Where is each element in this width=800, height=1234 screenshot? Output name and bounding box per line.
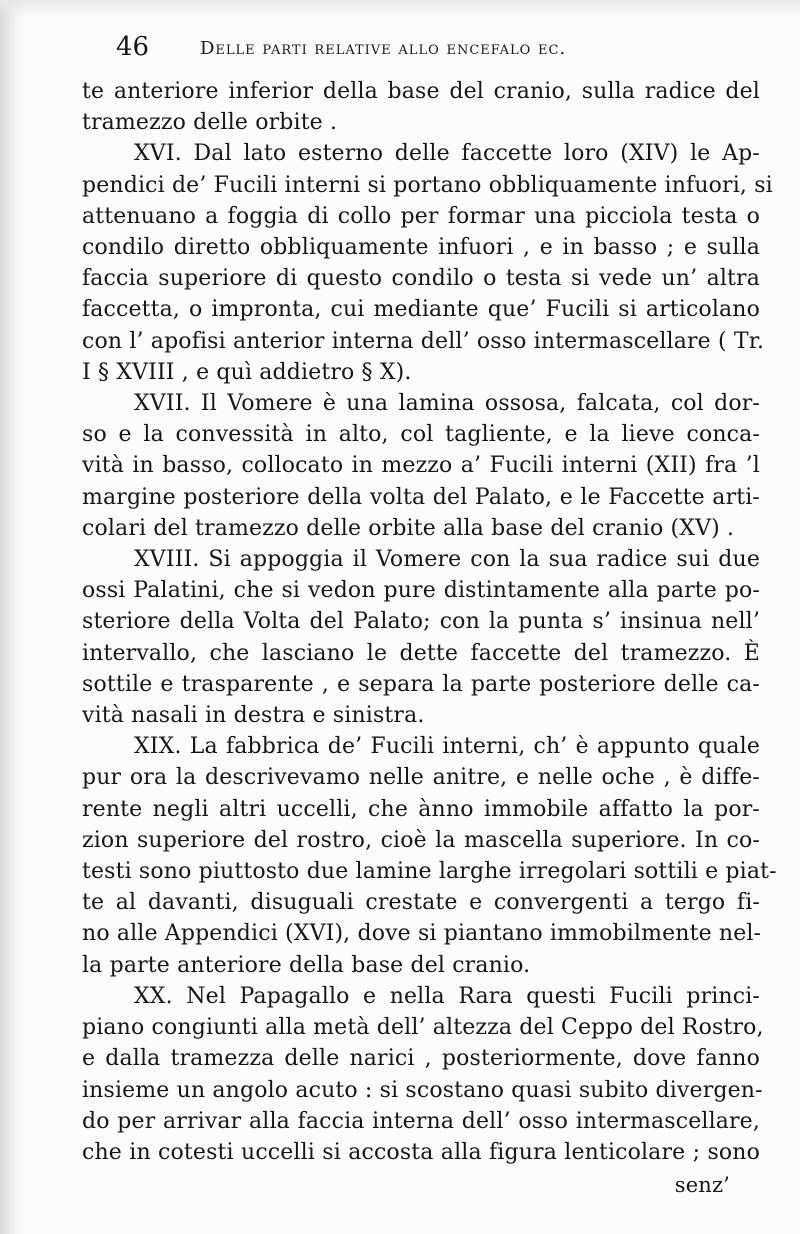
text-line: vità in basso, collocato in mezzo a’ Fucili interni (XII) fra ’l [82,453,760,479]
paragraph-XVII-start: XVII. Il Vomere è una lamina ossosa, falcata, col dor- [134,391,760,417]
text-line: pur ora la descrivevamo nelle anitre, e nelle oche , è diffe- [82,765,760,791]
text-line: insieme un angolo acuto : si scostano quasi subito divergen- [82,1077,763,1103]
text-line: sottile e trasparente , e separa la parte posteriore delle ca- [82,671,760,697]
body-text [82,76,777,1201]
paragraph-XIX-start: XIX. La fabbrica de’ Fucili interni, ch’ è appunto quale [134,734,760,760]
text-line: e dalla tramezza delle narici , posteriormente, dove fanno [82,1046,760,1072]
text-line: faccetta, o impronta, cui mediante que’ Fucili si articolano [82,297,760,323]
text-line: vità nasali in destra e sinistra. [82,703,425,729]
text-line: che in cotesti uccelli si accosta alla figura lenticolare ; sono [82,1139,760,1165]
text-line: la parte anteriore della base del cranio. [82,952,531,978]
text-line: pendici de’ Fucili interni si portano obbliquamente infuori, si [82,172,773,198]
text-line: te al davanti, disuguali crestate e convergenti a tergo fi- [82,890,760,916]
running-title: Delle parti relative allo encefalo ec. [200,38,567,59]
text-line: con l’ apofisi anterior interna dell’ osso intermascellare ( Tr. [82,328,765,354]
text-line: so e la convessità in alto, col tagliente, e la lieve conca- [82,422,760,448]
text-line: I § XVIII , e quì addietro § X). [82,359,412,385]
text-line: tramezzo delle orbite . [82,110,338,136]
text-line: no alle Appendici (XVI), dove si piantano immobilmente nel- [82,921,762,947]
text-line: faccia superiore di questo condilo o testa si vede un’ altra [82,266,760,292]
text-line: colari del tramezzo delle orbite alla base del cranio (XV) . [82,515,735,541]
text-line: intervallo, che lasciano le dette faccette del tramezzo. È [82,640,760,666]
text-line: piano congiunti alla metà dell’ altezza del Ceppo del Rostro, [82,1015,764,1041]
running-head [82,30,760,76]
page-number: 46 [116,32,150,62]
text-line: testi sono piuttosto due lamine larghe irregolari sottili e piat- [82,859,777,885]
text-line: attenuano a foggia di collo per formar una picciola testa o [82,203,760,229]
paragraph-XX-start: XX. Nel Papagallo e nella Rara questi Fucili princi- [134,983,760,1009]
text-line: zion superiore del rostro, cioè la mascella superiore. In co- [82,827,760,853]
text-line: te anteriore inferior della base del cranio, sulla radice del [82,79,760,104]
text-line: steriore della Volta del Palato; con la punta s’ insinua nell’ [82,609,760,635]
paragraph-XVI-start: XVI. Dal lato esterno delle faccette loro (XIV) le Ap- [134,141,760,167]
text-line: ossi Palatini, che si vedon pure distintamente alla parte po- [82,578,760,604]
text-line: margine posteriore della volta del Palato, e le Faccette arti- [82,484,760,510]
catchword: senz’ [674,1173,730,1198]
paragraph-XVIII-start: XVIII. Si appoggia il Vomere con la sua radice sui due [134,547,760,573]
text-line: condilo diretto obbliquamente infuori , e in basso ; e sulla [82,235,760,261]
text-line: do per arrivar alla faccia interna dell’ osso intermascellare, [82,1108,760,1134]
text-line: rente negli altri uccelli, che ànno immobile affatto la por- [82,796,760,822]
